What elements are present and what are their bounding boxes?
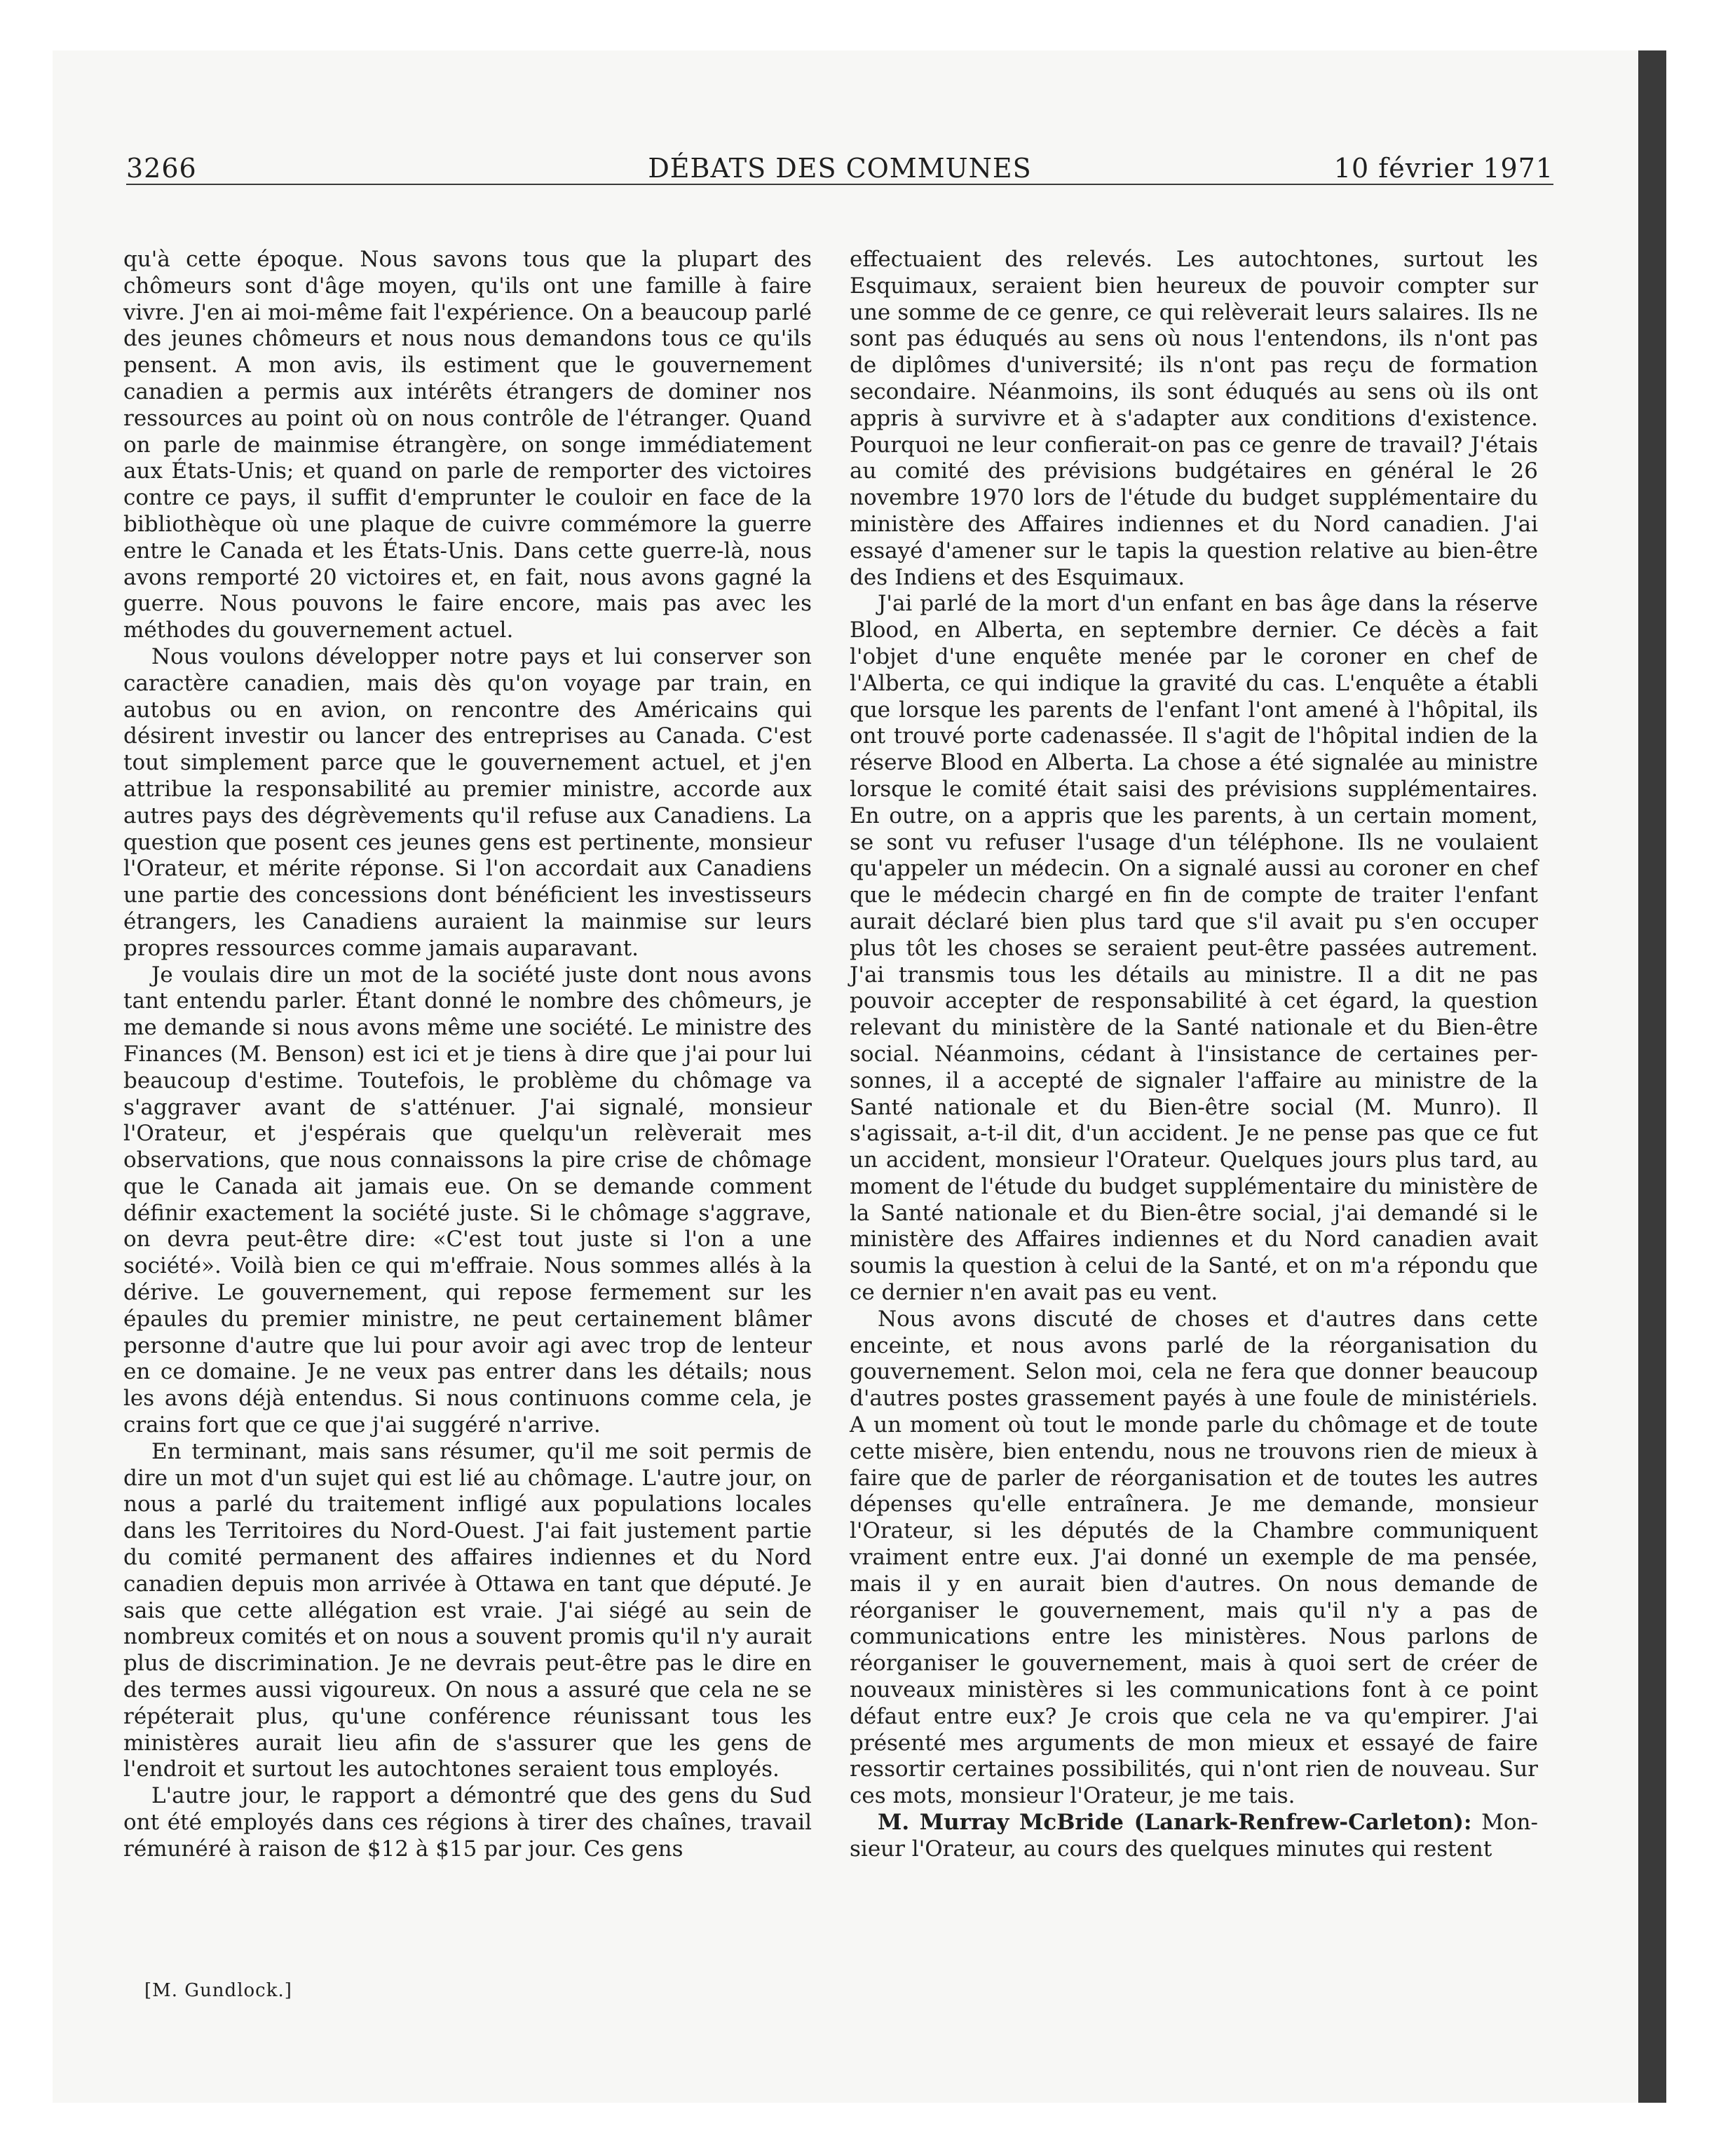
paragraph: En terminant, mais sans résumer, qu'il me soit permis de dire un mot d'un sujet qui est lié au chômage. L'autre jour, on nous a parlé du traitement infligé aux populations locales dans les Territoires du Nord-Ouest. J'ai fait justement partie du comité permanent des affaires indiennes et du Nord canadien depuis mon arrivée à Ottawa en tant que député. Je sais que cette allégation est vraie. J'ai siégé au sein de nombreux comités et on nous a souvent promis qu'il n'y aurait plus de discrimination. Je ne devrais peut-être pas le dire en des termes aussi vigoureux. On nous a assuré que cela ne se répéterait plus, qu'une conférence réunissant tous les ministères aurait lieu afin de s'assurer que les gens de l'endroit et surtout les autochtones seraient tous employés. [123,1438,812,1782]
header-rule [126,184,1553,185]
page-title: DÉBATS DES COMMUNES [648,153,1032,184]
left-column [123,247,812,1863]
paragraph: J'ai parlé de la mort d'un enfant en bas âge dans la réserve Blood, en Alberta, en septembre dernier. Ce décès a fait l'objet d'une enquête menée par le coroner en chef de l'Alberta, ce qui indique la gravité du cas. L'enquête a établi que lorsque les parents de l'enfant l'ont amené à l'hôpital, ils ont trouvé porte cadenassée. Il s'agit de l'hôpital indien de la réserve Blood en Alberta. La chose a été signalée au ministre lorsque le comité était saisi des prévisions supplémentaires. En outre, on a appris que les parents, à un certain moment, se sont vu refuser l'usage d'un téléphone. Ils ne voulaient qu'appeler un médecin. On a signalé aussi au coroner en chef que le médecin chargé en fin de compte de traiter l'enfant aurait déclaré bien plus tard que s'il avait pu s'en occuper plus tôt les choses se seraient peut-être passées autrement. J'ai transmis tous les détails au ministre. Il a dit ne pas pouvoir accepter de responsabilité à cet égard, la question relevant du ministère de la Santé nationale et du Bien-être social. Néanmoins, cédant à l'insistance de certaines personnes, il a accepté de signaler l'affaire au ministre de la Santé nationale et du Bien-être social (M. Munro). Il s'agissait, a-t-il dit, d'un accident. Je ne pense pas que ce fut un accident, monsieur l'Orateur. Quelques jours plus tard, au moment de l'étude du budget supplémentaire du ministère de la Santé nationale et du Bien-être social, j'ai demandé si le ministère des Affaires indiennes et du Nord canadien avait soumis la question à celui de la Santé, et on m'a répondu que ce dernier n'en avait pas eu vent. [850,591,1538,1306]
speaker-attribution: [M. Gundlock.] [144,1980,292,2001]
speech-text: Monsieur l'Orateur, au cours des quelques minutes qui restent [850,1810,1538,1862]
right-column [850,247,1538,1863]
page-header [126,151,1553,185]
paragraph: Nous voulons développer notre pays et lui conserver son caractère canadien, mais dès qu'on voyage par train, en autobus ou en avion, on rencontre des Américains qui désirent investir ou lancer des entreprises au Canada. C'est tout simplement parce que le gouvernement actuel, et j'en attribue la responsabilité au premier ministre, accorde aux autres pays des dégrèvements qu'il refuse aux Canadiens. La question que posent ces jeunes gens est pertinente, monsieur l'Orateur, et mérite réponse. Si l'on accordait aux Canadiens une partie des concessions dont bénéficient les investisseurs étrangers, les Canadiens auraient la mainmise sur leurs propres ressources comme jamais auparavant. [123,643,812,961]
paragraph: Nous avons discuté de choses et d'autres dans cette enceinte, et nous avons parlé de la réorganisation du gouvernement. Selon moi, cela ne fera que donner beaucoup d'autres postes grassement payés à une foule de ministériels. A un moment où tout le monde parle du chômage et de toute cette misère, bien entendu, nous ne trouvons rien de mieux à faire que de parler de réorganisation et de toutes les autres dépenses qu'elle entraînera. Je me demande, monsieur l'Orateur, si les députés de la Chambre communiquent vraiment entre eux. J'ai donné un exemple de ma pensée, mais il y en aurait bien d'autres. On nous demande de réorganiser le gouvernement, mais qu'il n'y a pas de communications entre les ministères. Nous parlons de réorganiser le gouvernement, mais à quoi sert de créer de nouveaux ministères si les communications font à ce point défaut entre eux? Je crois que cela ne va qu'empirer. J'ai présenté mes arguments de mon mieux et essayé de faire ressortir certaines possibilités, qui n'ont rien de nouveau. Sur ces mots, monsieur l'Orateur, je me tais. [850,1306,1538,1809]
paragraph: qu'à cette époque. Nous savons tous que la plupart des chômeurs sont d'âge moyen, qu'ils ont une famille à faire vivre. J'en ai moi-même fait l'expérience. On a beaucoup parlé des jeunes chômeurs et nous nous demandons tous ce qu'ils pensent. A mon avis, ils estiment que le gouvernement canadien a permis aux intérêts étrangers de dominer nos ressources au point où on nous contrôle de l'étranger. Quand on parle de mainmise étrangère, on songe immédiatement aux États-Unis; et quand on parle de remporter des victoires contre ce pays, il suffit d'emprunter le couloir en face de la bibliothèque où une plaque de cuivre commémore la guerre entre le Canada et les États-Unis. Dans cette guerre-là, nous avons remporté 20 victoires et, en fait, nous avons gagné la guerre. Nous pouvons le faire encore, mais pas avec les méthodes du gouvernement actuel. [123,247,812,643]
page-date: 10 février 1971 [1333,153,1553,184]
paragraph: L'autre jour, le rapport a démontré que des gens du Sud ont été employés dans ces régions à tirer des chaînes, travail rémunéré à raison de $12 à $15 par jour. Ces gens [123,1783,812,1862]
speaker-name: M. Murray McBride (Lanark-Renfrew-Carleton): [878,1810,1472,1836]
page-number: 3266 [126,153,197,184]
scan-edge-shadow [1638,50,1666,2103]
paragraph [850,1810,1538,1863]
paragraph: Je voulais dire un mot de la société juste dont nous avons tant entendu parler. Étant donné le nombre des chômeurs, je me demande si nous avons même une société. Le ministre des Finances (M. Benson) est ici et je tiens à dire que j'ai pour lui beaucoup d'estime. Toutefois, le problème du chômage va s'aggraver avant de s'atténuer. J'ai signalé, monsieur l'Orateur, et j'espérais que quelqu'un relèverait mes observations, que nous connaissons la pire crise de chômage que le Canada ait jamais eue. On se demande comment définir exactement la société juste. Si le chômage s'aggrave, on devra peut-être dire: «C'est tout juste si l'on a une société». Voilà bien ce qui m'effraie. Nous sommes allés à la dérive. Le gouvernement, qui repose fermement sur les épaules du premier ministre, ne peut certainement blâmer personne d'autre que lui pour avoir agi avec trop de lenteur en ce domaine. Je ne veux pas entrer dans les détails; nous les avons déjà entendus. Si nous continuons comme cela, je crains fort que ce que j'ai suggéré n'arrive. [123,962,812,1438]
paragraph: effectuaient des relevés. Les autochtones, surtout les Esquimaux, seraient bien heureux de pouvoir compter sur une somme de ce genre, ce qui relèverait leurs salaires. Ils ne sont pas éduqués au sens où nous l'entendons, ils n'ont pas de diplômes d'université; ils n'ont pas reçu de formation secondaire. Néanmoins, ils sont éduqués au sens où ils ont appris à survivre et à s'adapter aux conditions d'existence. Pourquoi ne leur confierait-on pas ce genre de travail? J'étais au comité des prévisions budgétaires en général le 26 novembre 1970 lors de l'étude du budget supplémentaire du ministère des Affaires indiennes et du Nord canadien. J'ai essayé d'amener sur le tapis la question relative au bien-être des Indiens et des Esquimaux. [850,247,1538,590]
